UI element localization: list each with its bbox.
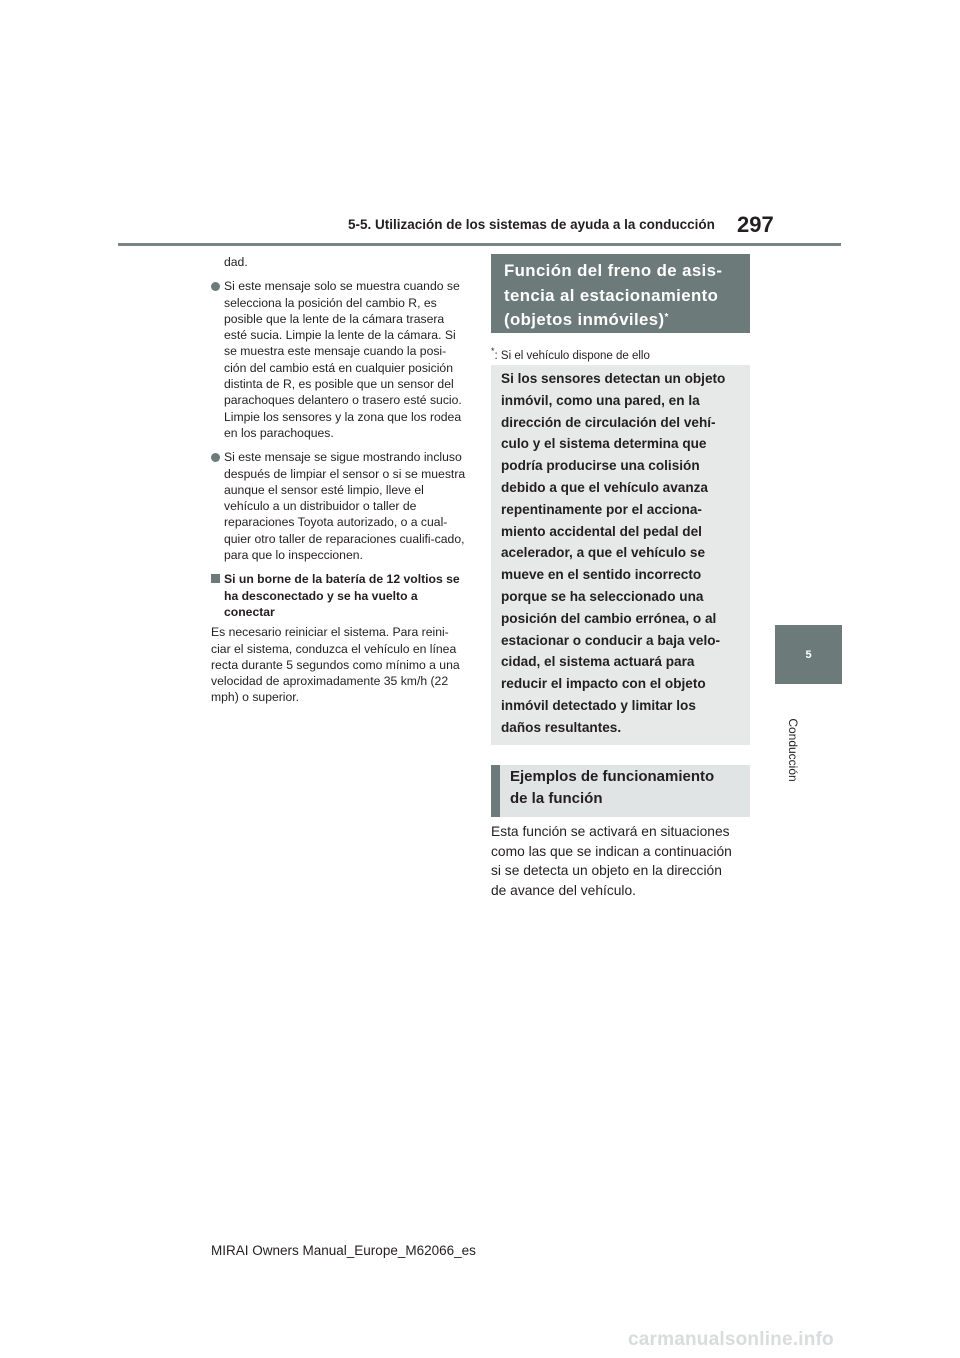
info-line: reducir el impacto con el objeto	[501, 676, 706, 692]
footnote	[491, 346, 650, 362]
page-number: 297	[737, 212, 774, 237]
footnote-marker: *	[664, 312, 669, 323]
subheading	[211, 571, 467, 620]
section-heading-parking-brake	[491, 254, 750, 333]
paragraph: Es necesario reiniciar el sistema. Para reini-ciar el sistema, conduzca el vehículo en línea recta durante 5 segundos como mínimo a una velocidad de aproximadamente 35 km/h (22 mph) o superior.	[211, 625, 460, 705]
chapter-tab	[775, 625, 842, 684]
square-bullet-icon	[211, 574, 220, 583]
footnote-marker: *	[491, 346, 495, 356]
chapter-label: Conducción	[786, 718, 800, 782]
heading-line: Función del freno de asis-	[504, 261, 723, 280]
info-line: dirección de circulación del vehí-	[501, 414, 716, 430]
info-line: miento accidental del pedal del	[501, 523, 702, 539]
bullet-text: Si este mensaje solo se muestra cuando se selecciona la posición del cambio R, es posible que la lente de la cámara trasera esté sucia. Limpie la lente de la cámara. Si se muestra este mensaje cuando la posi-ción del cambio está en cualquier posición distinta de R, es posible que un sensor del parachoques delantero o trasero esté sucio. Limpie los sensores y la zona que los rodea en los parachoques.	[224, 279, 462, 440]
info-line: debido a que el vehículo avanza	[501, 479, 708, 495]
body-line: si se detecta un objeto en la dirección	[491, 863, 722, 878]
info-line: inmóvil, como una pared, en la	[501, 392, 700, 408]
subheading-text: Si un borne de la batería de 12 voltios se ha desconectado y se ha vuelto a conectar	[224, 572, 460, 619]
body-line: de avance del vehículo.	[491, 882, 636, 898]
info-line: podría producirse una colisión	[501, 458, 700, 474]
info-line: porque se ha seleccionado una	[501, 588, 704, 604]
info-line: daños resultantes.	[501, 719, 622, 735]
info-line: culo y el sistema determina que	[501, 436, 707, 452]
heading-line: tencia al estacionamiento	[504, 285, 719, 305]
info-line: Si los sensores detectan un objeto	[501, 371, 726, 386]
continued-text: dad.	[224, 255, 248, 269]
body-line: Esta función se activará en situaciones	[491, 824, 730, 839]
header-rule	[118, 243, 841, 246]
bullet-dot-icon	[211, 453, 220, 462]
footnote-text: : Si el vehículo dispone de ello	[494, 349, 650, 362]
document-footer: MIRAI Owners Manual_Europe_M62066_es	[211, 1243, 476, 1258]
info-line: posición del cambio errónea, o al	[501, 610, 717, 626]
bullet-item	[211, 278, 467, 441]
section-title: 5-5. Utilización de los sistemas de ayuda a la conducción	[348, 217, 715, 232]
info-line: inmóvil detectado y limitar los	[501, 697, 696, 713]
heading-line: (objetos inmóviles)*	[504, 310, 669, 329]
info-line: mueve en el sentido incorrecto	[501, 567, 702, 583]
info-line: repentinamente por el acciona-	[501, 501, 702, 517]
info-line: acelerador, a que el vehículo se	[501, 545, 706, 561]
section-heading-examples	[491, 765, 750, 817]
bullet-item	[211, 449, 467, 563]
watermark: carmanualsonline.info	[628, 1329, 834, 1350]
info-box	[491, 365, 750, 745]
heading-line: Ejemplos de funcionamiento	[510, 768, 715, 785]
heading-line: de la función	[510, 790, 603, 807]
examples-paragraph	[491, 822, 753, 900]
bullet-dot-icon	[211, 282, 220, 291]
chapter-number: 5	[805, 648, 812, 661]
bullet-text: Si este mensaje se sigue mostrando incluso después de limpiar el sensor o si se muestra aunque el sensor esté limpio, lleve el vehículo a un distribuidor o taller de reparaciones Toyota autorizado, o a cual-quier otro taller de reparaciones cualifi-cado, para que lo inspeccionen.	[224, 450, 466, 563]
body-line: como las que se indican a continuación	[491, 843, 732, 859]
left-column	[211, 254, 467, 706]
info-line: cidad, el sistema actuará para	[501, 654, 695, 670]
info-line: estacionar o conducir a baja velo-	[501, 632, 721, 648]
